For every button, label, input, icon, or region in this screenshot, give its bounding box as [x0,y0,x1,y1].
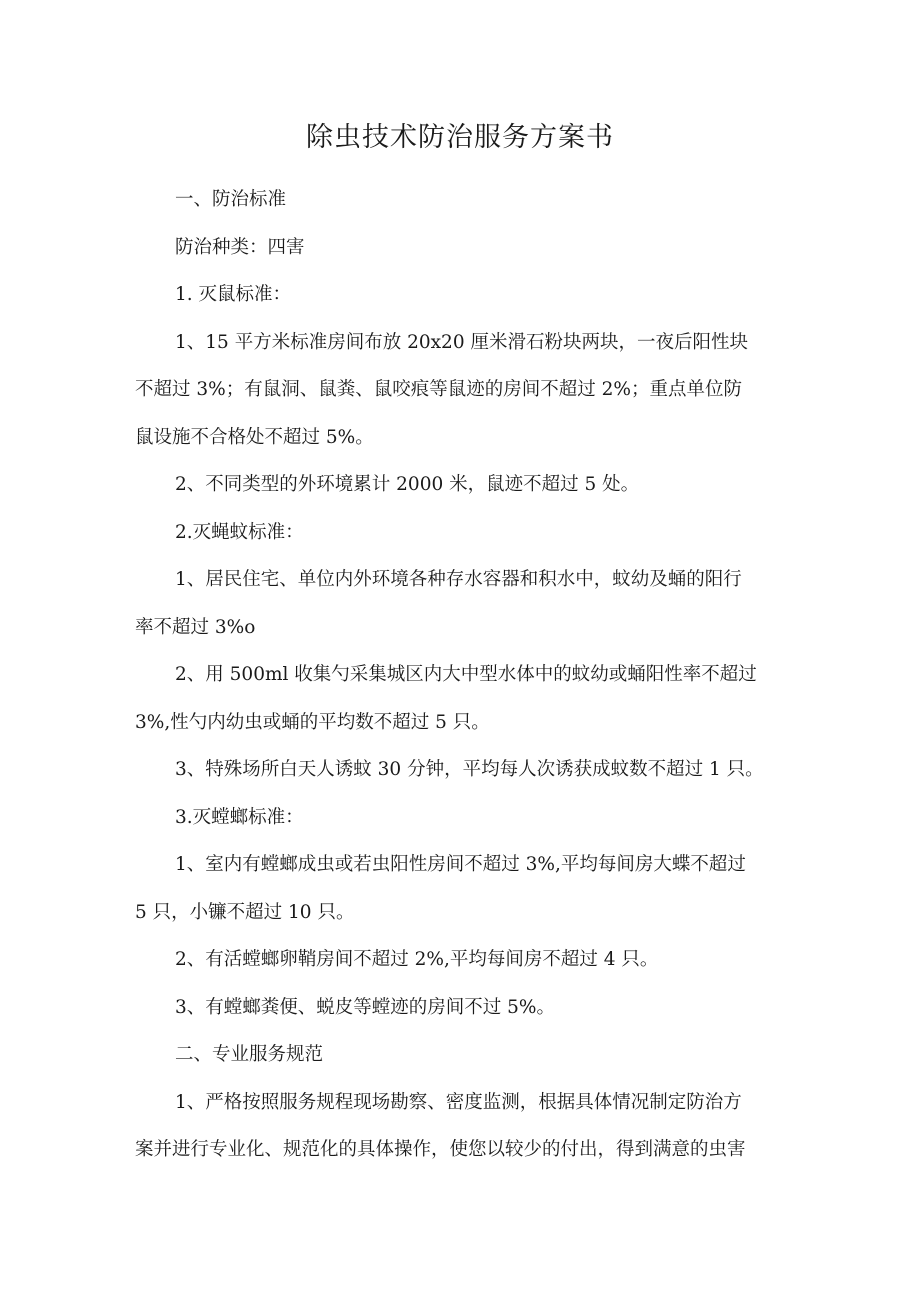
text-line: 1. 灭鼠标准： [175,284,292,305]
paragraph [135,461,795,509]
paragraph [135,1031,795,1079]
paragraph [135,1079,795,1174]
text-line: 3%,性勺内幼虫或蛹的平均数不超过 5 只。 [135,711,490,733]
text-line: 鼠设施不合格处不超过 5%。 [135,426,374,448]
text-line: 案并进行专业化、规范化的具体操作，使您以较少的付出，得到满意的虫害 [135,1139,746,1160]
text-line: 3、有螳螂粪便、蜕皮等螳迹的房间不过 5%。 [175,996,556,1018]
text-line: 防治种类：四害 [175,236,305,258]
text-line: 2、有活螳螂卵鞘房间不超过 2%,平均每间房不超过 4 只。 [175,949,659,970]
text-line: 3.灭螳螂标准： [175,806,304,828]
paragraph [135,746,795,794]
text-line: 3、特殊场所白天人诱蚊 30 分钟，平均每人次诱获成蚊数不超过 1 只。 [175,759,764,780]
text-line: 不超过 3%；有鼠洞、鼠粪、鼠咬痕等鼠迹的房间不超过 2%；重点单位防 [135,379,742,400]
paragraph [135,176,795,224]
paragraph [135,224,795,272]
text-line: 1、15 平方米标准房间布放 20x20 厘米滑石粉块两块，一夜后阳性块 [175,331,748,353]
text-line: 一、防治标准 [175,189,287,210]
text-line: 1、居民住宅、单位内外环境各种存水容器和积水中，蚊幼及蛹的阳行 [175,569,742,590]
paragraph [135,556,795,651]
text-line: 1、室内有螳螂成虫或若虫阳性房间不超过 3%,平均每间房大蝶不超过 [175,854,746,875]
document-body [135,176,795,1174]
paragraph [135,319,795,462]
paragraph [135,984,795,1032]
text-line: 1、严格按照服务规程现场勘察、密度监测，根据具体情况制定防治方 [175,1091,742,1113]
paragraph [135,271,795,319]
text-line: 2、不同类型的外环境累计 2000 米，鼠迹不超过 5 处。 [175,474,640,495]
paragraph [135,841,795,936]
text-line: 二、专业服务规范 [175,1044,324,1065]
text-line: 5 只，小镰不超过 10 只。 [135,901,355,923]
paragraph [135,936,795,984]
text-line: 2.灭蝇蚊标准： [175,521,304,543]
document-title: 除虫技术防治服务方案书 [306,122,614,153]
text-line: 2、用 500ml 收集勺采集城区内大中型水体中的蚊幼或蛹阳性率不超过 [175,664,757,685]
paragraph [135,509,795,557]
paragraph [135,794,795,842]
text-line: 率不超过 3%o [135,616,256,638]
paragraph [135,651,795,746]
